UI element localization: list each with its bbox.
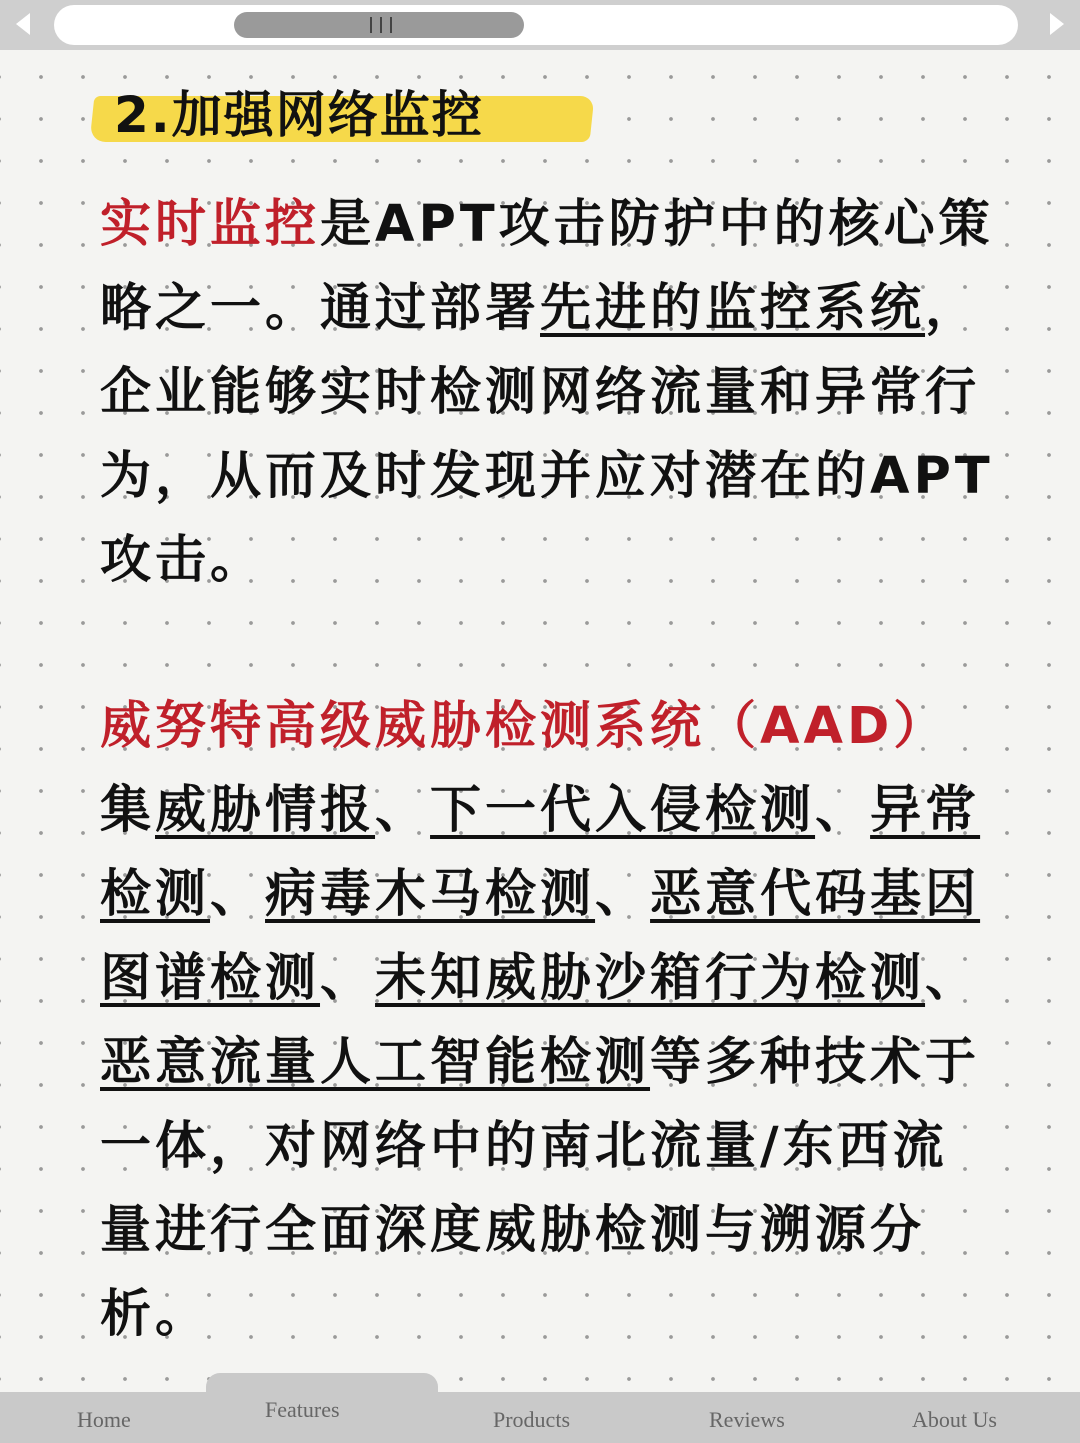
paragraph-text: 是APT攻击防护中的核心策略之一。通过部署 — [100, 195, 994, 338]
feature-item: 病毒木马检测 — [265, 865, 596, 924]
lead-term: 实时监控 — [100, 195, 321, 254]
grip-line-icon — [380, 17, 382, 33]
feature-item: 下一代入侵检测 — [430, 781, 816, 840]
scroll-handle[interactable] — [234, 12, 524, 38]
paragraph-realtime-monitoring — [100, 183, 1000, 603]
paragraph-text: ，企业能够实时检测网络流量和异常行为，从而及时发现并应对潜在的APT攻击。 — [100, 279, 994, 590]
tab-products[interactable]: Products — [493, 1407, 570, 1432]
feature-item: 威胁情报 — [155, 781, 376, 840]
separator: 、 — [210, 865, 266, 924]
feature-item: 恶意代码基因图谱检测 — [100, 865, 981, 1008]
paragraph-text: 等多种技术于一体，对网络中的南北流量/东西流量进行全面深度威胁检测与溯源分析。 — [100, 1033, 981, 1344]
product-title: 威努特高级威胁检测系统（AAD） — [100, 697, 949, 756]
browser-top-bar — [0, 0, 1080, 50]
heading-text: 2.加强网络监控 — [114, 86, 484, 144]
grip-line-icon — [370, 17, 372, 33]
separator: 、 — [375, 781, 431, 840]
underlined-term: 先进的监控系统 — [540, 279, 926, 338]
back-arrow-icon[interactable] — [16, 13, 30, 35]
separator: 、 — [925, 949, 981, 1008]
separator: 、 — [320, 949, 376, 1008]
feature-item: 恶意流量人工智能检测 — [100, 1033, 651, 1092]
tab-home[interactable]: Home — [77, 1407, 131, 1432]
paragraph-text: 集 — [100, 781, 156, 840]
tab-about-us[interactable]: About Us — [912, 1407, 997, 1432]
address-field[interactable] — [54, 5, 1018, 45]
section-heading — [92, 82, 592, 150]
forward-arrow-icon[interactable] — [1050, 13, 1064, 35]
grip-line-icon — [390, 17, 392, 33]
separator: 、 — [595, 865, 651, 924]
separator: 、 — [815, 781, 871, 840]
tab-features[interactable]: Features — [265, 1397, 340, 1422]
feature-item: 未知威胁沙箱行为检测 — [375, 949, 926, 1008]
tab-reviews[interactable]: Reviews — [709, 1407, 785, 1432]
feature-item: 异常检测 — [100, 781, 981, 924]
paragraph-aad — [100, 685, 1000, 1357]
